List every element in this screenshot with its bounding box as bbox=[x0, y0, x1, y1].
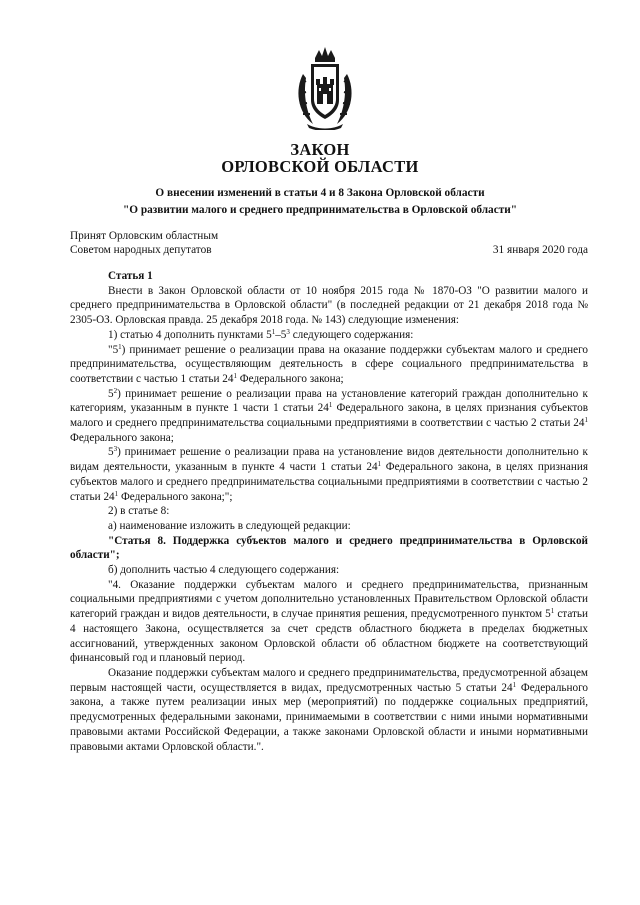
document-body bbox=[70, 269, 588, 754]
law-subtitle-line2: "О развитии малого и среднего предпринимательства в Орловской области" bbox=[122, 204, 518, 216]
article-heading: Статья 1 bbox=[108, 270, 153, 282]
item-2: 2) в статье 8: bbox=[108, 505, 170, 518]
adopted-by-line2: Советом народных депутатов bbox=[70, 244, 212, 256]
intro-paragraph: Внести в Закон Орловской области от 10 ноября 2015 года № 1870-ОЗ "О развитии малого и среднего предпринимательства в Орловской области" (в последней редакции от 21 декабря 2018 года № 2305-ОЗ. Орловская правда. 25 декабря 2018 года. № 143) следующие изменения: bbox=[70, 284, 588, 327]
adoption-date: 31 января 2020 года bbox=[492, 244, 588, 256]
point-5-1: "$5^1$) принимает решение о реализации права на оказание поддержки субъектам малого и среднего предпринимательства, осуществляющим деятельность в сфере социального предпринимательства в соответствии с частью 1 статьи $24^1$ Федерального закона; bbox=[70, 342, 588, 385]
law-title: ЗАКОН bbox=[290, 140, 350, 159]
article-8-title: "Статья 8. Поддержка субъектов малого и среднего предпринимательства в Орловской области"; bbox=[70, 534, 588, 562]
item-2b: б) дополнить частью 4 следующего содержания: bbox=[108, 564, 340, 577]
part-4: "4. Оказание поддержки субъектам малого и среднего предпринимательства, признанным социальными предприятиями с учетом дополнительно установленных Правительством Орловской области категорий граждан и видов деятельности, в случае принятия решения, предусмотренного пунктом $5^1$ статьи 4 настоящего Закона, осуществляется за счет средств областного бюджета в пределах бюджетных ассигнований, утвержденных законом Орловской области об областном бюджете на соответствующий финансовый год и плановый период. bbox=[70, 578, 588, 665]
law-subtitle-line1: О внесении изменений в статьи 4 и 8 Закона Орловской области bbox=[155, 187, 485, 199]
part-4-second-paragraph: Оказание поддержки субъектам малого и среднего предпринимательства, предусмотренной абзацем первым настоящей части, осуществляется в видах, предусмотренных частью 5 статьи $24^1$ Федерального закона, а также путем реализации иных мер (мероприятий) по поддержке социальных предприятий, предусмотренных федеральными законами, принимаемыми в соответствии с ними иными нормативными правовыми актами Российской Федерации, а также законами Орловской области и иными нормативными правовыми актами Орловской области.". bbox=[70, 666, 588, 753]
point-5-3: $5^3$) принимает решение о реализации права на установление видов деятельности дополнительно к видам деятельности, указанным в пункте 4 части 1 статьи $24^1$ Федерального закона, в целях признания субъектов малого и среднего предпринимательства социальными предприятиями в соответствии с частью 2 статьи $24^1$ Федерального закона;"; bbox=[70, 445, 588, 503]
point-5-2: $5^2$) принимает решение о реализации права на установление категорий граждан дополнительно к категориям, указанным в пункте 1 части 1 статьи $24^1$ Федерального закона, в целях признания субъектов малого и среднего предпринимательства социальными предприятиями в соответствии с частью 2 статьи $24^1$ Федерального закона; bbox=[70, 386, 589, 444]
region-title: ОРЛОВСКОЙ ОБЛАСТИ bbox=[221, 157, 419, 176]
adopted-by-line1: Принят Орловским областным bbox=[70, 230, 219, 242]
coat-of-arms-icon bbox=[293, 44, 357, 130]
item-2a: а) наименование изложить в следующей редакции: bbox=[108, 519, 351, 532]
item-1: 1) статью 4 дополнить пунктами $5^1-5^3$ следующего содержания: bbox=[108, 327, 414, 341]
